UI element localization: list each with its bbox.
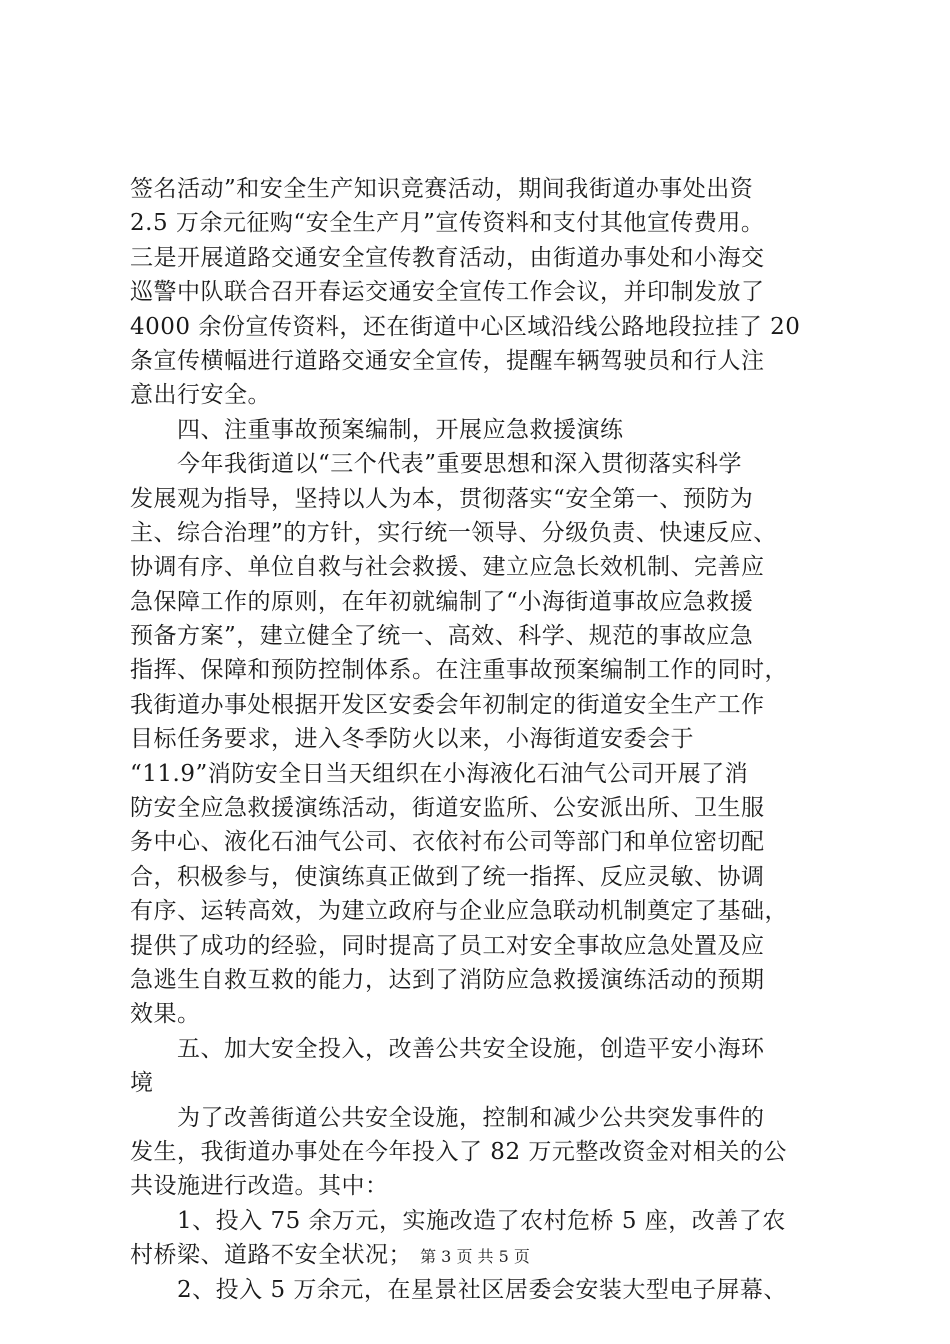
text-line: 协调有序、单位自救与社会救援、建立应急长效机制、完善应 bbox=[130, 554, 765, 581]
text-line: 预备方案”，建立健全了统一、高效、科学、规范的事故应急 bbox=[130, 623, 754, 650]
text-line: 急逃生自救互救的能力，达到了消防应急救援演练活动的预期 bbox=[130, 966, 765, 993]
text-line: 签名活动”和安全生产知识竞赛活动，期间我街道办事处出资 bbox=[130, 176, 754, 202]
section-heading: 四、注重事故预案编制，开展应急救援演练 bbox=[130, 416, 624, 443]
text-line: “11.9”消防安全日当天组织在小海液化石油气公司开展了消 bbox=[130, 760, 749, 787]
text-line: 条宣传横幅进行道路交通安全宣传，提醒车辆驾驶员和行人注 bbox=[130, 347, 765, 374]
list-item: 2、投入 5 万余元，在星景社区居委会安装大型电子屏幕、 bbox=[130, 1276, 787, 1303]
text-line: 合，积极参与，使演练真正做到了统一指挥、反应灵敏、协调 bbox=[130, 863, 765, 890]
text-line: 务中心、液化石油气公司、衣依衬布公司等部门和单位密切配 bbox=[130, 829, 765, 856]
list-item: 1、投入 75 余万元，实施改造了农村危桥 5 座，改善了农 bbox=[130, 1207, 786, 1234]
text-line: 共设施进行改造。其中： bbox=[130, 1173, 389, 1200]
text-line: 发生，我街道办事处在今年投入了 82 万元整改资金对相关的公 bbox=[130, 1138, 787, 1165]
document-body bbox=[130, 172, 830, 1307]
list-item: 村桥梁、道路不安全状况； bbox=[130, 1242, 412, 1269]
text-line: 效果。 bbox=[130, 1001, 201, 1028]
section-heading: 境 bbox=[130, 1070, 154, 1097]
text-line: 意出行安全。 bbox=[130, 382, 271, 409]
text-line: 目标任务要求，进入冬季防火以来，小海街道安委会于 bbox=[130, 726, 694, 753]
page-footer: 第 3 页 共 5 页 bbox=[420, 1247, 530, 1266]
text-line: 急保障工作的原则，在年初就编制了“小海街道事故应急救援 bbox=[130, 588, 754, 615]
text-line: 主、综合治理”的方针，实行统一领导、分级负责、快速反应、 bbox=[130, 519, 777, 546]
text-line: 发展观为指导，坚持以人为本，贯彻落实“安全第一、预防为 bbox=[130, 485, 754, 512]
text-line: 我街道办事处根据开发区安委会年初制定的街道安全生产工作 bbox=[130, 691, 765, 718]
text-line: 指挥、保障和预防控制体系。在注重事故预案编制工作的同时， bbox=[130, 657, 788, 684]
text-line: 三是开展道路交通安全宣传教育活动，由街道办事处和小海交 bbox=[130, 244, 765, 271]
text-line: 提供了成功的经验，同时提高了员工对安全事故应急处置及应 bbox=[130, 932, 765, 959]
text-line: 巡警中队联合召开春运交通安全宣传工作会议，并印制发放了 bbox=[130, 279, 765, 306]
text-line: 2.5 万余元征购“安全生产月”宣传资料和支付其他宣传费用。 bbox=[130, 210, 765, 237]
section-heading: 五、加大安全投入，改善公共安全设施，创造平安小海环 bbox=[130, 1035, 765, 1062]
text-line: 有序、运转高效，为建立政府与企业应急联动机制奠定了基础， bbox=[130, 898, 788, 925]
text-line: 4000 余份宣传资料，还在街道中心区域沿线公路地段拉挂了 20 bbox=[130, 313, 801, 340]
text-line: 防安全应急救援演练活动，街道安监所、公安派出所、卫生服 bbox=[130, 795, 765, 822]
text-line: 为了改善街道公共安全设施，控制和减少公共突发事件的 bbox=[130, 1104, 765, 1131]
text-line: 今年我街道以“三个代表”重要思想和深入贯彻落实科学 bbox=[130, 451, 743, 478]
